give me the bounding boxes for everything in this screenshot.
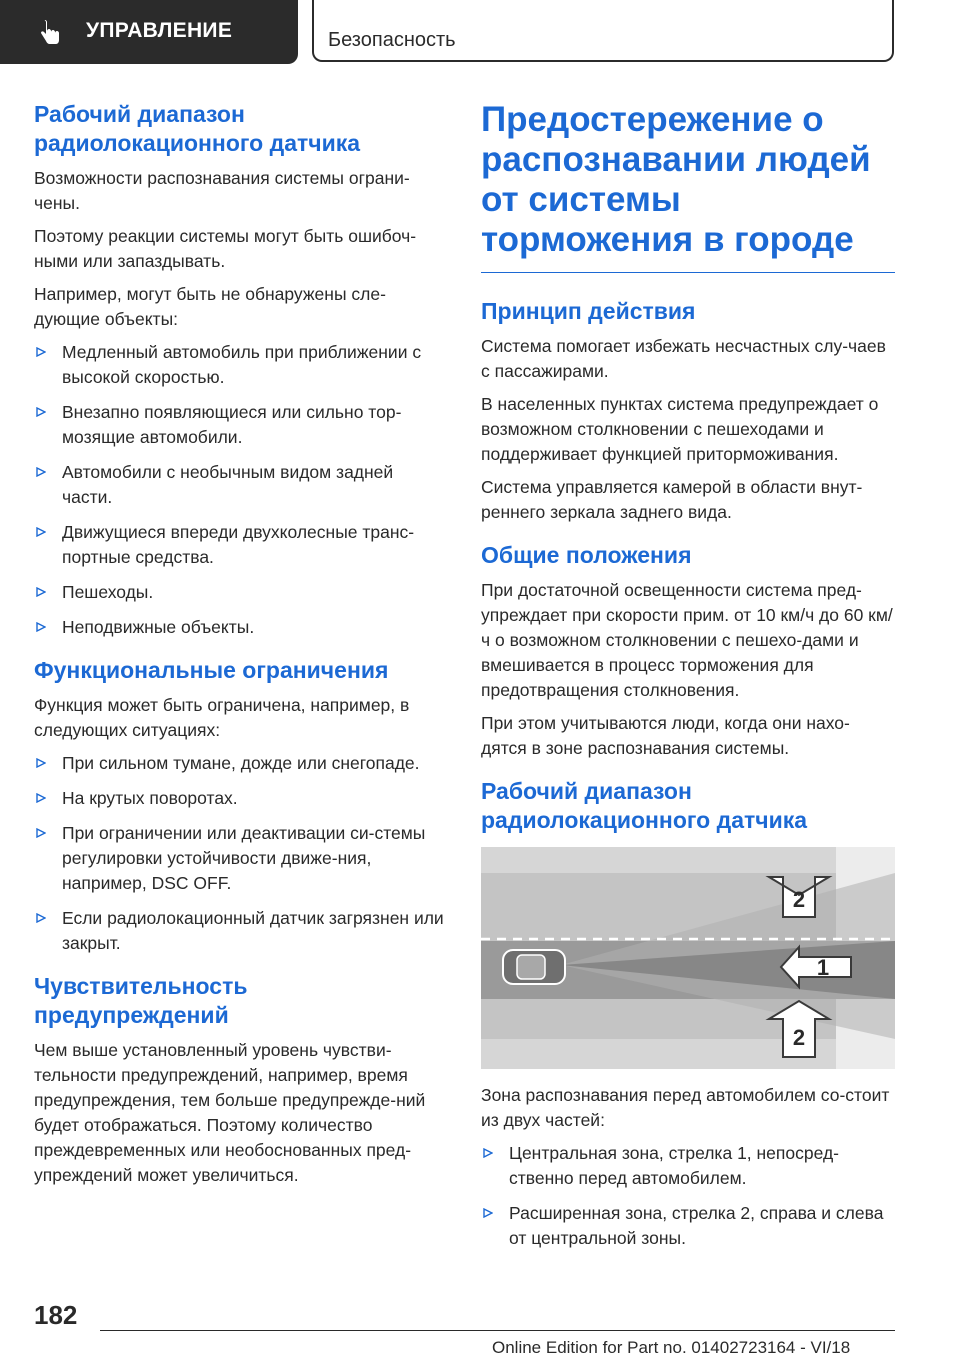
zone-parts-list (481, 1141, 895, 1251)
list-item: Расширенная зона, стрелка 2, справа и слева от центральной зоны. (481, 1201, 895, 1251)
list-item: Если радиолокационный датчик загрязнен или закрыт. (34, 906, 448, 956)
list-item: Автомобили с необычным видом задней части. (34, 460, 448, 510)
hand-pointer-icon (38, 20, 62, 46)
list-item: Движущиеся впереди двухколесные транс-портные средства. (34, 520, 448, 570)
paragraph: Например, могут быть не обнаружены сле-дующие объекты: (34, 284, 386, 329)
limits-list (34, 751, 448, 956)
triangle-bullet-icon (36, 347, 46, 357)
heading-sensor-range-right: Рабочий диапазон радиолокационного датчика (481, 778, 808, 833)
list-item: Неподвижные объекты. (34, 615, 448, 640)
heading-person-warning: Предостережение о распознавании людей от системы торможения в городе (481, 100, 895, 273)
list-item: Медленный автомобиль при приближении с высокой скоростью. (34, 340, 448, 390)
list-item: На крутых поворотах. (34, 786, 448, 811)
paragraph: Поэтому реакции системы могут быть ошибоч-ными или запаздывать. (34, 226, 417, 271)
paragraph: Система помогает избежать несчастных слу-чаев с пассажирами. (481, 336, 886, 381)
list-item: Внезапно появляющиеся или сильно тор-мозящие автомобили. (34, 400, 448, 450)
triangle-bullet-icon (36, 467, 46, 477)
list-item: При сильном тумане, дожде или снегопаде. (34, 751, 448, 776)
triangle-bullet-icon (36, 587, 46, 597)
triangle-bullet-icon (36, 913, 46, 923)
list-item: При ограничении или деактивации си-стемы регулировки устойчивости движе-ния, например, DSC OFF. (34, 821, 448, 896)
paragraph: В населенных пунктах система предупреждает о возможном столкновении с пешеходами и поддерживает функцией приторможивания. (481, 394, 879, 464)
footer-divider (100, 1330, 895, 1331)
page-header (0, 0, 960, 66)
arrow-label-bottom: 2 (792, 1025, 806, 1050)
heading-warning-sensitivity: Чувствительность предупреждений (34, 973, 248, 1028)
heading-general: Общие положения (481, 542, 692, 568)
detection-zone-diagram (481, 847, 895, 1069)
triangle-bullet-icon (36, 622, 46, 632)
chapter-tab-label: Безопасность (328, 29, 456, 51)
left-column (34, 100, 448, 1196)
right-column (481, 100, 895, 1263)
list-item: Центральная зона, стрелка 1, непосред-ственно перед автомобилем. (481, 1141, 895, 1191)
heading-sensor-range: Рабочий диапазон радиолокационного датчика (34, 101, 361, 156)
triangle-bullet-icon (36, 407, 46, 417)
triangle-bullet-icon (36, 527, 46, 537)
triangle-bullet-icon (483, 1208, 493, 1218)
list-item: Пешеходы. (34, 580, 448, 605)
arrow-label-top: 2 (792, 887, 806, 912)
paragraph: Система управляется камерой в области внут-реннего зеркала заднего вида. (481, 477, 863, 522)
triangle-bullet-icon (36, 758, 46, 768)
paragraph: Чем выше установленный уровень чувстви-тельности предупреждений, например, время предупреждения, тем больше предупрежде-ний будет отображаться. Поэтому количество преждевременных или необоснованных пред-упреждений может увеличиться. (34, 1040, 426, 1185)
paragraph: Функция может быть ограничена, например, в следующих ситуациях: (34, 695, 410, 740)
triangle-bullet-icon (36, 793, 46, 803)
chapter-tab (312, 0, 894, 62)
page-footer (0, 1290, 960, 1362)
triangle-bullet-icon (36, 828, 46, 838)
edition-note: Online Edition for Part no. 01402723164 - VI/18 (492, 1338, 851, 1357)
paragraph: Возможности распознавания системы ограни-чены. (34, 168, 410, 213)
triangle-bullet-icon (483, 1148, 493, 1158)
section-tab-label: УПРАВЛЕНИЕ (86, 19, 233, 42)
heading-principle: Принцип действия (481, 298, 696, 324)
page-number: 182 (34, 1300, 78, 1330)
detection-zone-figure (481, 847, 895, 1069)
paragraph: При достаточной освещенности система пред-упреждает при скорости прим. от 10 км/ч до 60 км/ч о возможном столкновении с пешехо-дами и вмешивается в процесс торможения для предотвращения столкновения. (481, 580, 893, 700)
heading-functional-limits: Функциональные ограничения (34, 657, 389, 683)
paragraph: При этом учитываются люди, когда они нахо-дятся в зоне распознавания системы. (481, 713, 850, 758)
arrow-label-center: 1 (816, 955, 830, 980)
undetected-objects-list (34, 340, 448, 640)
paragraph: Зона распознавания перед автомобилем со-стоит из двух частей: (481, 1085, 890, 1130)
section-tab (0, 0, 298, 64)
